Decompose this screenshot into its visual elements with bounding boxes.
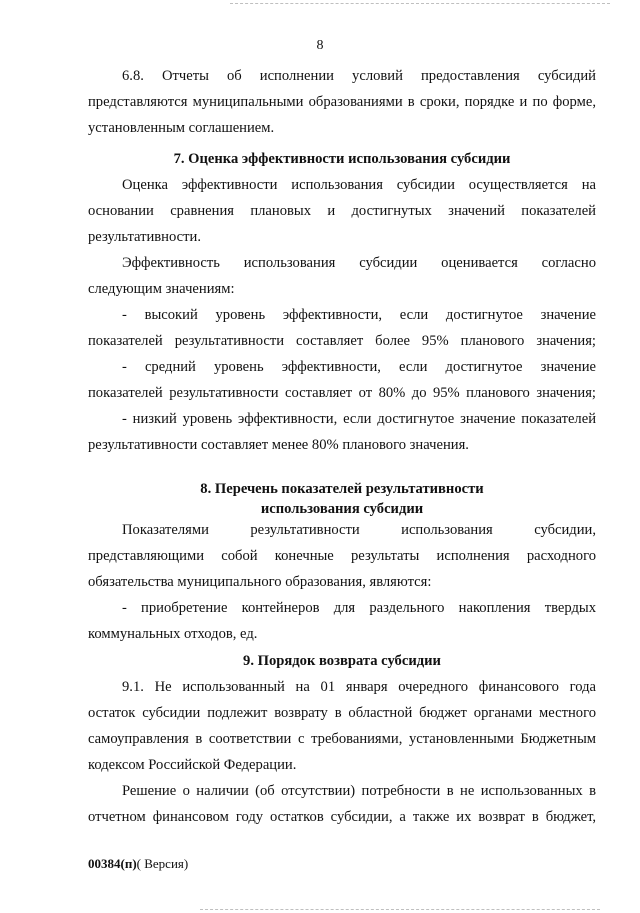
- document-code: 00384(п): [88, 856, 137, 871]
- paragraph-decision: [88, 778, 596, 830]
- text-line: кодексом Российской Федерации.: [88, 757, 297, 773]
- section-heading: 9. Порядок возврата субсидии: [243, 653, 441, 669]
- list-item: - высокий уровень эффективности, если достигнутое значение: [122, 307, 596, 323]
- efficiency-levels-list: [88, 302, 596, 458]
- list-item: - низкий уровень эффективности, если достигнутое значение показателей: [122, 411, 596, 427]
- text-line: 9.1. Не использованный на 01 января очередного финансового года: [122, 679, 596, 695]
- text-line: результативности составляет менее 80% планового значения.: [88, 437, 469, 453]
- text-line: отчетном финансовом году остатков субсидии, а также их возврат в бюджет,: [88, 809, 596, 825]
- list-item: - средний уровень эффективности, если достигнутое значение: [122, 359, 596, 375]
- text-line: показателей результативности составляет от 80% до 95% планового значения;: [88, 385, 596, 401]
- list-item: - приобретение контейнеров для раздельного накопления твердых: [122, 600, 596, 616]
- text-line: установленным соглашением.: [88, 120, 275, 136]
- text-line: представляющими собой конечные результаты исполнения расходного: [88, 548, 596, 564]
- paragraph-efficiency: [88, 250, 596, 302]
- text-line: Показателями результативности использования субсидии,: [122, 522, 596, 538]
- text-line: результативности.: [88, 229, 201, 245]
- document-footer: [88, 856, 188, 872]
- text-line: самоуправления в соответствии с требованиями, установленными Бюджетным: [88, 731, 596, 747]
- text-line: остаток субсидии подлежит возврату в областной бюджет органами местного: [88, 705, 596, 721]
- section-9: [88, 648, 596, 778]
- section-heading: 8. Перечень показателей результативности: [200, 481, 484, 497]
- paragraph-indicators: [88, 517, 596, 647]
- text-line: основании сравнения плановых и достигнутых значений показателей: [88, 203, 596, 219]
- section-8: [88, 479, 596, 519]
- text-line: следующим значениям:: [88, 281, 235, 297]
- scan-artifact-bottom: [200, 909, 600, 910]
- text-line: Эффективность использования субсидии оценивается согласно: [122, 255, 596, 271]
- document-version: ( Версия): [136, 856, 189, 871]
- text-line: Решение о наличии (об отсутствии) потребности в не использованных в: [122, 783, 596, 799]
- text-line: 6.8. Отчеты об исполнении условий предоставления субсидий: [122, 68, 596, 84]
- text-line: представляются муниципальными образованиями в сроки, порядке и по форме,: [88, 94, 596, 110]
- paragraph-6-8: [88, 63, 596, 141]
- section-heading: 7. Оценка эффективности использования субсидии: [173, 151, 511, 167]
- section-7: [88, 146, 596, 250]
- section-heading: использования субсидии: [260, 501, 424, 517]
- text-line: Оценка эффективности использования субсидии осуществляется на: [122, 177, 596, 193]
- scan-artifact-top: [230, 3, 610, 4]
- text-line: коммунальных отходов, ед.: [88, 626, 258, 642]
- page-number: 8: [316, 38, 324, 53]
- text-line: обязательства муниципального образования, являются:: [88, 574, 432, 590]
- text-line: показателей результативности составляет более 95% планового значения;: [88, 333, 596, 349]
